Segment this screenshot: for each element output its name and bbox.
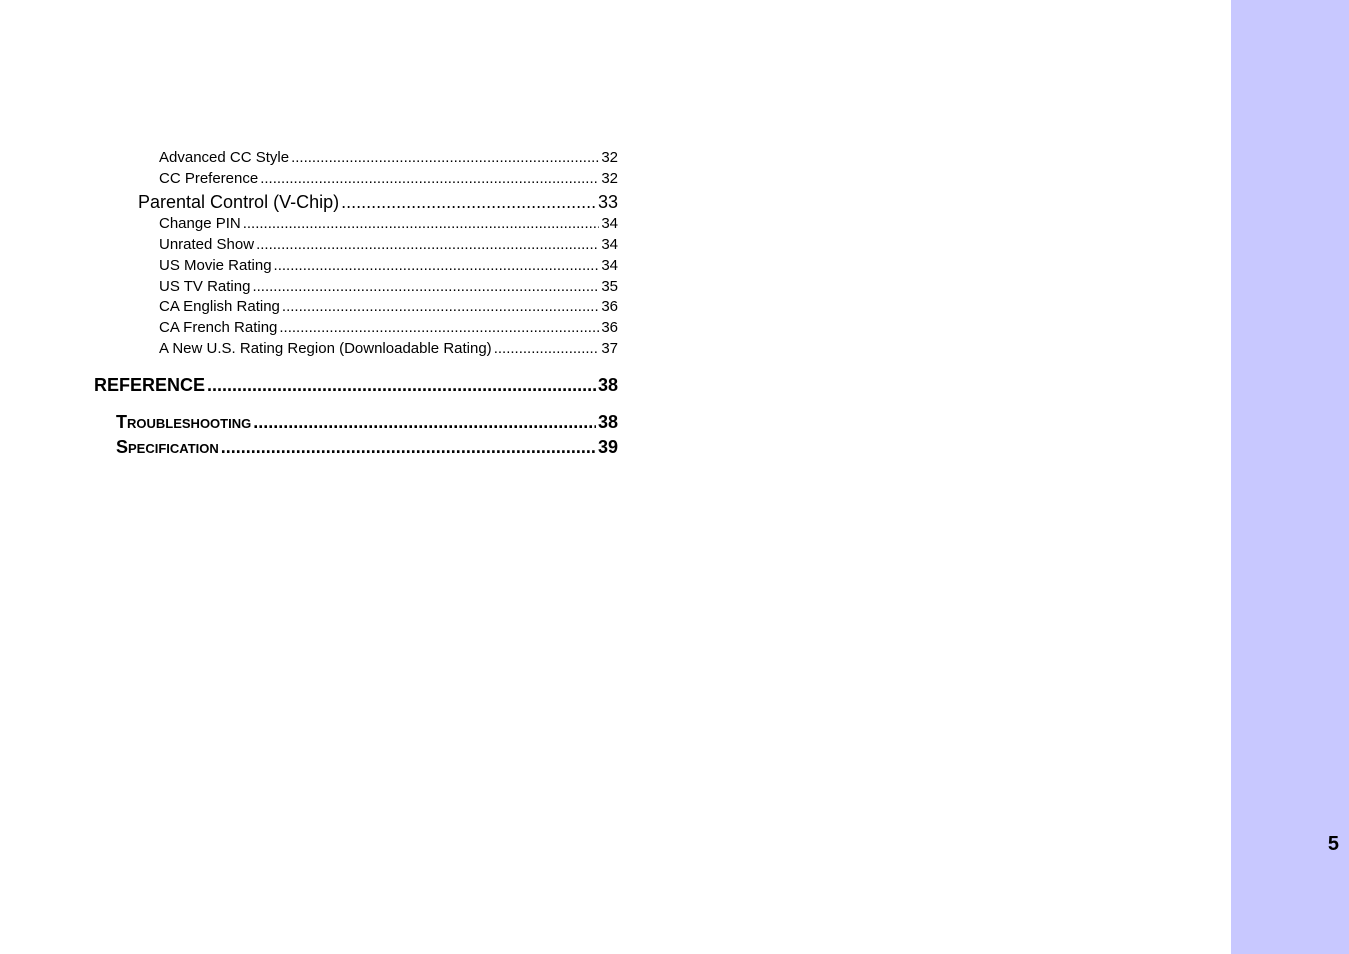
toc-entry-page: 32 [601, 170, 618, 187]
toc-leader-dots [291, 148, 599, 168]
page-sidebar [1231, 0, 1349, 954]
toc-entry-troubleshooting[interactable] [116, 410, 618, 434]
toc-entry-title: Specification [116, 437, 219, 457]
toc-leader-dots [252, 277, 599, 297]
toc-entry-change-pin[interactable] [159, 214, 618, 234]
toc-entry-us-movie-rating[interactable] [159, 256, 618, 276]
toc-entry-title: US TV Rating [159, 278, 251, 295]
toc-entry-title: Advanced CC Style [159, 149, 290, 166]
toc-entry-page: 32 [601, 149, 618, 166]
toc-entry-title: Change PIN [159, 215, 241, 232]
toc-entry-parental-control[interactable] [138, 190, 618, 214]
toc-entry-title: REFERENCE [94, 375, 206, 395]
toc-entry-title: CA English Rating [159, 298, 280, 315]
toc-entry-ca-english-rating[interactable] [159, 297, 618, 317]
toc-entry-new-us-rating-region[interactable] [159, 339, 618, 359]
toc-leader-dots [253, 410, 596, 434]
toc-leader-dots [274, 256, 600, 276]
toc-entry-title: CC Preference [159, 170, 259, 187]
toc-entry-reference[interactable] [94, 373, 618, 397]
toc-entry-title: CA French Rating [159, 319, 278, 336]
toc-entry-page: 34 [601, 257, 618, 274]
toc-leader-dots [494, 339, 600, 359]
toc-entry-page: 36 [601, 298, 618, 315]
toc-entry-page: 39 [597, 437, 618, 457]
toc-entry-title: A New U.S. Rating Region (Downloadable Rating) [159, 340, 492, 357]
toc-entry-advanced-cc-style[interactable] [159, 148, 618, 168]
toc-entry-title: US Movie Rating [159, 257, 272, 274]
toc-leader-dots [221, 435, 596, 459]
toc-leader-dots [341, 190, 596, 214]
toc-entry-page: 35 [601, 278, 618, 295]
toc-entry-title: Troubleshooting [116, 412, 252, 432]
toc-entry-unrated-show[interactable] [159, 235, 618, 255]
toc-leader-dots [243, 214, 600, 234]
toc-entry-page: 38 [597, 412, 618, 432]
toc-entry-page: 37 [601, 340, 618, 357]
page-number: 5 [1327, 833, 1339, 855]
toc-entry-page: 34 [601, 236, 618, 253]
toc-entry-title: Unrated Show [159, 236, 255, 253]
toc-entry-page: 34 [601, 215, 618, 232]
toc-entry-page: 38 [597, 375, 618, 395]
toc-leader-dots [282, 297, 599, 317]
toc-entry-page: 36 [601, 319, 618, 336]
toc-entry-page: 33 [597, 192, 618, 212]
toc-leader-dots [256, 235, 599, 255]
toc-leader-dots [279, 318, 599, 338]
toc-leader-dots [260, 169, 599, 189]
toc-entry-title: Parental Control (V-Chip) [138, 192, 340, 212]
toc-entry-ca-french-rating[interactable] [159, 318, 618, 338]
toc-entry-cc-preference[interactable] [159, 169, 618, 189]
toc-entry-specification[interactable] [116, 435, 618, 459]
toc-leader-dots [207, 373, 596, 397]
toc-entry-us-tv-rating[interactable] [159, 277, 618, 297]
